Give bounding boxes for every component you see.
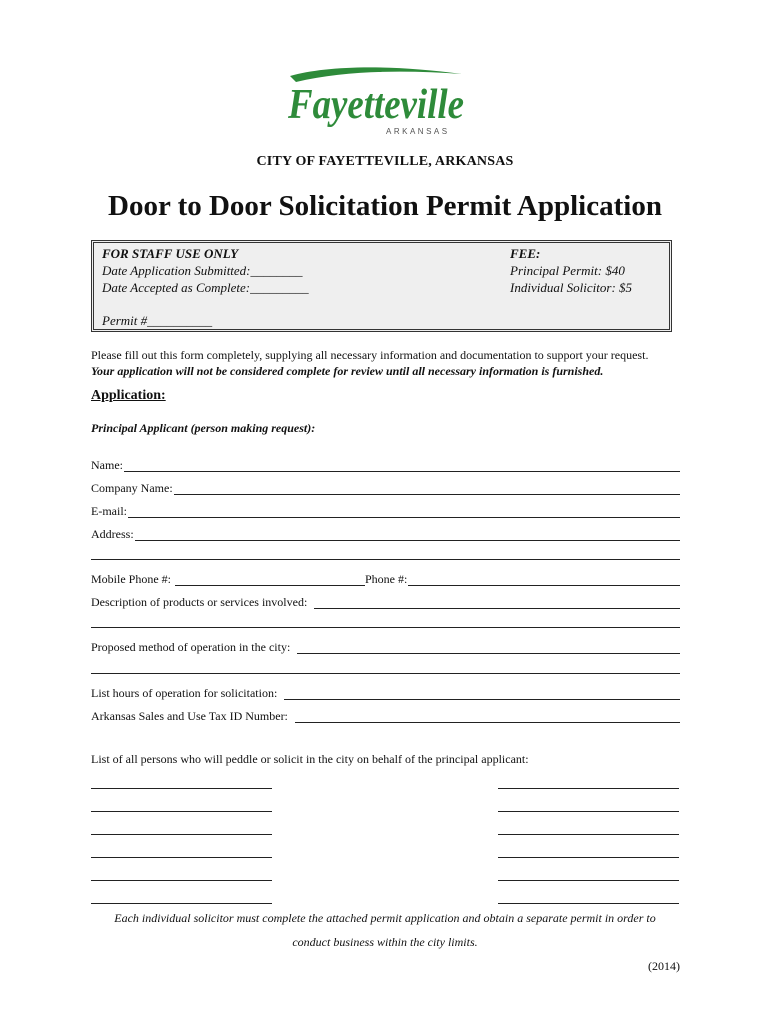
form-year: (2014) <box>648 959 680 973</box>
mobile-phone-label: Mobile Phone #: <box>91 572 171 586</box>
company-label: Company Name: <box>91 481 173 495</box>
fayetteville-logo <box>286 62 466 140</box>
description-field[interactable] <box>314 596 680 609</box>
application-heading: Application: <box>91 388 166 403</box>
fayetteville-logo-mark <box>286 62 466 140</box>
tax-id-label: Arkansas Sales and Use Tax ID Number: <box>91 709 288 723</box>
method-label: Proposed method of operation in the city: <box>91 640 291 654</box>
hours-label: List hours of operation for solicitation: <box>91 686 278 700</box>
address-line-2[interactable] <box>91 559 680 560</box>
address-label: Address: <box>91 527 134 541</box>
logo-wordmark: Fayetteville <box>287 82 464 128</box>
person-line-right-4[interactable] <box>498 857 679 858</box>
page-title: Door to Door Solicitation Permit Application <box>108 190 662 222</box>
address-field[interactable] <box>135 528 680 541</box>
intro-line-2: Your application will not be considered complete for review until all necessary information is furnished. <box>91 364 604 378</box>
tax-id-row <box>91 705 680 723</box>
description-row <box>91 591 680 609</box>
method-row <box>91 636 680 654</box>
fee-heading: FEE: <box>510 246 541 261</box>
method-field[interactable] <box>297 641 680 654</box>
phone-field[interactable] <box>408 573 680 586</box>
company-field[interactable] <box>174 482 680 495</box>
person-line-left-4[interactable] <box>91 857 272 858</box>
name-field[interactable] <box>124 459 680 472</box>
persons-list-label: List of all persons who will peddle or solicit in the city on behalf of the principal applicant: <box>91 752 529 766</box>
fee-individual: Individual Solicitor: $5 <box>510 280 633 295</box>
permit-number-field: Permit #__________ <box>102 313 213 328</box>
mobile-phone-field[interactable] <box>175 573 365 586</box>
company-row <box>91 477 680 495</box>
description-line-2[interactable] <box>91 627 680 628</box>
hours-field[interactable] <box>284 687 680 700</box>
footer-note-line-1: Each individual solicitor must complete the attached permit application and obtain a separate permit in order to <box>114 911 656 925</box>
person-line-right-1[interactable] <box>498 788 679 789</box>
person-line-left-2[interactable] <box>91 811 272 812</box>
phone-row <box>91 568 680 586</box>
description-label: Description of products or services involved: <box>91 595 308 609</box>
date-accepted-field: Date Accepted as Complete:_________ <box>102 280 309 295</box>
intro-text <box>91 347 691 379</box>
email-field[interactable] <box>128 505 680 518</box>
city-heading: CITY OF FAYETTEVILLE, ARKANSAS <box>256 154 514 169</box>
phone-label: Phone #: <box>365 572 408 586</box>
person-line-right-3[interactable] <box>498 834 679 835</box>
person-line-left-6[interactable] <box>91 903 272 904</box>
person-line-left-1[interactable] <box>91 788 272 789</box>
name-label: Name: <box>91 458 123 472</box>
intro-line-1: Please fill out this form completely, supplying all necessary information and documentation to support your request. <box>91 348 649 362</box>
logo-subtitle: ARKANSAS <box>386 127 450 136</box>
person-line-right-5[interactable] <box>498 880 679 881</box>
person-line-right-2[interactable] <box>498 811 679 812</box>
method-line-2[interactable] <box>91 673 680 674</box>
address-row <box>91 523 680 541</box>
footer-note-line-2: conduct business within the city limits. <box>292 935 478 949</box>
fee-principal: Principal Permit: $40 <box>510 263 625 278</box>
staff-use-box <box>91 240 672 332</box>
person-line-left-3[interactable] <box>91 834 272 835</box>
person-line-right-6[interactable] <box>498 903 679 904</box>
date-submitted-field: Date Application Submitted:________ <box>102 263 303 278</box>
principal-applicant-subheading: Principal Applicant (person making request): <box>91 421 316 435</box>
staff-heading: FOR STAFF USE ONLY <box>102 246 239 261</box>
email-label: E-mail: <box>91 504 127 518</box>
tax-id-field[interactable] <box>295 710 680 723</box>
name-row <box>91 454 680 472</box>
hours-row <box>91 682 680 700</box>
email-row <box>91 500 680 518</box>
person-line-left-5[interactable] <box>91 880 272 881</box>
